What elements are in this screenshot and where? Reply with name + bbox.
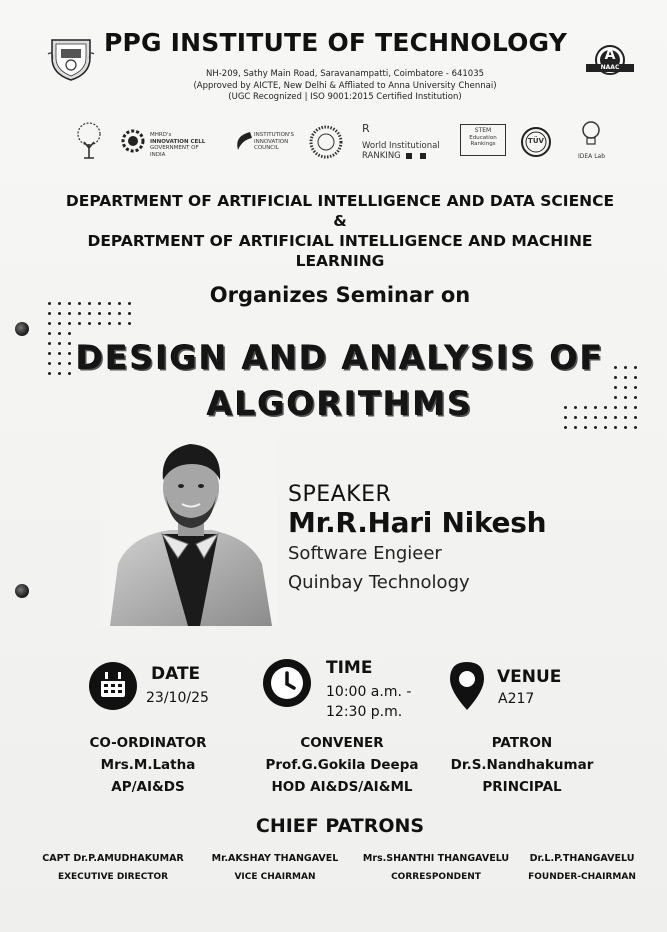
- iic-logo: [232, 120, 302, 166]
- accreditation-logos: [66, 120, 626, 166]
- decorative-dot: [68, 302, 71, 305]
- decorative-dot: [128, 312, 131, 315]
- coordinator-heading: CO-ORDINATOR: [89, 735, 207, 751]
- decorative-dot: [78, 302, 81, 305]
- date-value: 23/10/25: [146, 690, 209, 706]
- chief-patron-1-name: CAPT Dr.P.AMUDHAKUMAR: [42, 853, 184, 864]
- naac-grade: A: [604, 47, 616, 63]
- iic-line-2: INNOVATION: [254, 138, 289, 145]
- decorative-dot: [48, 302, 51, 305]
- venue-value: A217: [498, 691, 535, 707]
- convener-name: Prof.G.Gokila Deepa: [265, 757, 419, 773]
- chief-patron-4-title: FOUNDER-CHAIRMAN: [528, 872, 636, 882]
- decorative-dot: [48, 312, 51, 315]
- coordinator-name: Mrs.M.Latha: [100, 757, 196, 773]
- address-line-1: NH-209, Sathy Main Road, Saravanampatti, Coimbatore - 641035: [205, 69, 485, 79]
- idea-lab-label: IDEA Lab: [578, 153, 606, 160]
- decorative-dot: [48, 372, 51, 375]
- speaker-role: Software Engieer: [288, 543, 442, 564]
- wir-mark: R: [362, 122, 370, 135]
- innovation-cell-line-1: MHRD's: [150, 132, 172, 138]
- patron-heading: PATRON: [491, 735, 553, 751]
- decorative-dot: [574, 426, 577, 429]
- clock-icon: [261, 657, 313, 709]
- stem-line-3: Rankings: [470, 141, 496, 147]
- time-line-2: 12:30 p.m.: [326, 704, 403, 720]
- naac-badge: [584, 42, 636, 86]
- institute-name: PPG INSTITUTE OF TECHNOLOGY: [104, 28, 568, 57]
- tree-logo-icon: [74, 120, 104, 166]
- decorative-dot: [68, 312, 71, 315]
- decorative-dot: [128, 322, 131, 325]
- wir-line-1: World Institutional: [362, 141, 440, 151]
- decorative-dot: [108, 312, 111, 315]
- decorative-dot: [58, 302, 61, 305]
- decorative-dot: [98, 312, 101, 315]
- speaker-name: Mr.R.Hari Nikesh: [288, 506, 547, 539]
- speaker-organization: Quinbay Technology: [288, 572, 470, 593]
- decorative-dot: [624, 396, 627, 399]
- circular-seal-icon: [306, 120, 346, 166]
- decorative-dot: [108, 302, 111, 305]
- time-label: TIME: [326, 658, 373, 678]
- chief-patron-2-title: VICE CHAIRMAN: [234, 872, 316, 882]
- chief-patron-3-title: CORRESPONDENT: [391, 872, 481, 882]
- innovation-cell-line-3: GOVERNMENT OF INDIA: [150, 145, 199, 158]
- calendar-icon: [88, 661, 138, 711]
- decorative-dot: [48, 332, 51, 335]
- decorative-dot: [48, 352, 51, 355]
- convener-title: HOD AI&DS/AI&ML: [271, 779, 413, 795]
- innovation-cell-line-2: INNOVATION CELL: [150, 138, 206, 145]
- venue-label: VENUE: [497, 667, 562, 687]
- punch-hole-bottom: [15, 584, 29, 598]
- decorative-dot: [98, 302, 101, 305]
- naac-label: NAAC: [600, 64, 620, 71]
- decorative-dot: [624, 416, 627, 419]
- tuv-logo: [520, 120, 554, 166]
- decorative-dot: [634, 426, 637, 429]
- punch-hole-top: [15, 322, 29, 336]
- seminar-title-line-1: DESIGN AND ANALYSIS OF: [75, 338, 605, 377]
- decorative-dot: [48, 362, 51, 365]
- decorative-dot: [634, 396, 637, 399]
- patron-title: PRINCIPAL: [482, 779, 562, 795]
- seminar-title-line-2: ALGORITHMS: [206, 384, 474, 423]
- iic-line-1: INSTITUTION'S: [254, 132, 295, 138]
- address-line-2: (Approved by AICTE, New Delhi & Affliated to Anna University Chennai): [193, 80, 497, 91]
- speaker-label: SPEAKER: [288, 482, 392, 507]
- iic-swoosh-icon: [232, 128, 254, 154]
- decorative-dot: [48, 342, 51, 345]
- patron-name: Dr.S.Nandhakumar: [450, 757, 594, 773]
- decorative-dot: [128, 302, 131, 305]
- decorative-dot: [88, 322, 91, 325]
- decorative-dot: [604, 426, 607, 429]
- decorative-dot: [118, 302, 121, 305]
- decorative-dot: [68, 332, 71, 335]
- chief-patron-3-name: Mrs.SHANTHI THANGAVELU: [362, 853, 510, 864]
- decorative-dot: [58, 332, 61, 335]
- tuv-label: TÜV: [528, 137, 544, 145]
- innovation-cell-logo: [120, 120, 210, 166]
- chief-patron-4-name: Dr.L.P.THANGAVELU: [529, 853, 635, 864]
- decorative-dot: [624, 406, 627, 409]
- decorative-dot: [78, 312, 81, 315]
- speaker-photo: [100, 434, 278, 626]
- decorative-dot: [58, 312, 61, 315]
- chief-patron-1-title: EXECUTIVE DIRECTOR: [57, 872, 169, 882]
- decorative-dot: [118, 322, 121, 325]
- department-2-line-2: LEARNING: [295, 252, 385, 270]
- stem-rankings-logo: [460, 120, 510, 166]
- decorative-dot: [594, 426, 597, 429]
- chief-patrons-heading: CHIEF PATRONS: [255, 815, 425, 837]
- world-institutional-ranking-logo: [360, 120, 450, 166]
- stem-line-1: STEM: [474, 127, 492, 134]
- decorative-dot: [584, 426, 587, 429]
- decorative-dot: [98, 322, 101, 325]
- department-ampersand: &: [333, 212, 347, 230]
- organizes-text: Organizes Seminar on: [209, 283, 471, 307]
- chief-patron-2-name: Mr.AKSHAY THANGAVEL: [211, 853, 339, 864]
- decorative-dot: [624, 376, 627, 379]
- decorative-dot: [634, 406, 637, 409]
- date-label: DATE: [151, 664, 201, 684]
- decorative-dot: [634, 366, 637, 369]
- iic-line-3: COUNCIL: [254, 145, 279, 151]
- institute-crest-logo: [46, 36, 96, 82]
- coordinator-title: AP/AI&DS: [111, 779, 185, 795]
- decorative-dot: [78, 322, 81, 325]
- decorative-dot: [624, 426, 627, 429]
- address-line-3: (UGC Recognized | ISO 9001:2015 Certified Institution): [228, 92, 462, 102]
- decorative-dot: [634, 376, 637, 379]
- decorative-dot: [58, 322, 61, 325]
- idea-lab-logo: [576, 120, 616, 166]
- decorative-dot: [614, 426, 617, 429]
- institute-address: [160, 69, 530, 104]
- wir-squares-icon: [406, 152, 436, 160]
- gear-brain-icon: [120, 128, 146, 154]
- decorative-dot: [624, 366, 627, 369]
- decorative-dot: [88, 312, 91, 315]
- decorative-dot: [108, 322, 111, 325]
- department-1: DEPARTMENT OF ARTIFICIAL INTELLIGENCE AND DATA SCIENCE: [65, 192, 615, 210]
- department-2-line-1: DEPARTMENT OF ARTIFICIAL INTELLIGENCE AND MACHINE: [87, 232, 593, 250]
- decorative-dot: [634, 416, 637, 419]
- location-pin-icon: [447, 660, 487, 712]
- decorative-dot: [634, 386, 637, 389]
- convener-heading: CONVENER: [300, 735, 384, 751]
- decorative-dot: [88, 302, 91, 305]
- stem-line-2: Education: [469, 134, 497, 141]
- decorative-dot: [68, 322, 71, 325]
- lightbulb-icon: [580, 120, 602, 150]
- decorative-dot: [118, 312, 121, 315]
- wir-line-2: RANKING: [362, 151, 401, 161]
- decorative-dot: [564, 426, 567, 429]
- decorative-dot: [48, 322, 51, 325]
- time-line-1: 10:00 a.m. -: [326, 684, 412, 700]
- decorative-dot: [624, 386, 627, 389]
